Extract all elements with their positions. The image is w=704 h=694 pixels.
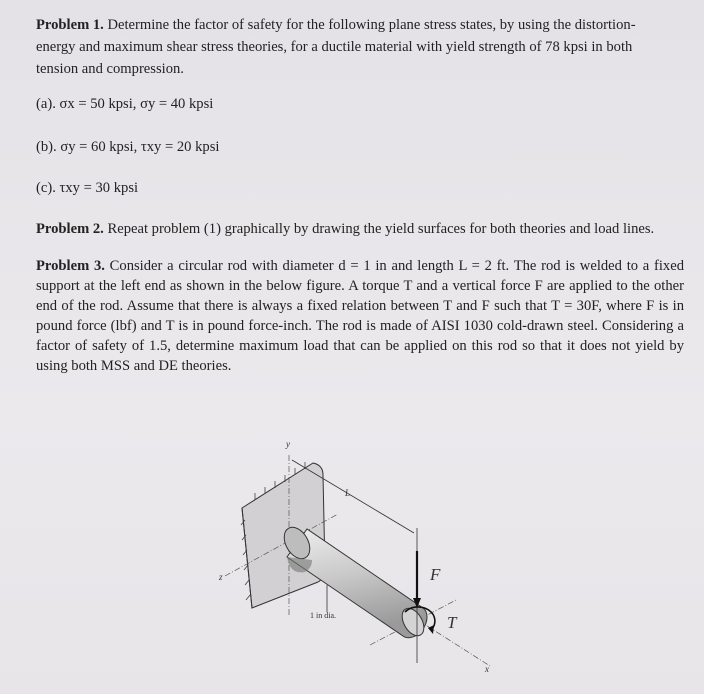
problem3: Problem 3. Consider a circular rod with diameter d = 1 in and length L = 2 ft. The rod is welded to a fixed support at the left end as shown in the below figure. A torque T and a vertical force F are applied to the other end of the rod. Assume that there is always a fixed relation between T and F such that T = 30F, where F is in pound force (lbf) and T is in pound force-inch. The rod is made of AISI 1030 cold-drawn steel. Considering a factor of safety of 1.5, determine maximum load that can be applied on this rod so that it does not yield by using both MSS and DE theories. [36,258,684,374]
problem2: Problem 2. Repeat problem (1) graphically by drawing the yield surfaces for both theories and load lines. [36,221,655,237]
problem1-line2: energy and maximum shear stress theories, for a ductile material with yield strength of 78 kpsi in both [36,39,633,55]
x-axis-label: x [485,664,489,674]
force-label: F [430,565,441,584]
cantilever-rod-figure [200,430,500,694]
diameter-label: 1 in dia. [310,611,336,620]
z-axis-label: z [219,572,223,582]
y-axis-label: y [286,439,290,449]
case-c: (c). τxy = 30 kpsi [36,180,139,196]
length-label: L [345,488,351,498]
problem1-line1: Problem 1. Determine the factor of safety for the following plane stress states, by using the distortion- [36,17,636,33]
case-b: (b). σy = 60 kpsi, τxy = 20 kpsi [36,139,220,155]
case-a: (a). σx = 50 kpsi, σy = 40 kpsi [36,96,214,112]
problem1-line3: tension and compression. [36,61,184,77]
torque-label: T [447,613,457,632]
